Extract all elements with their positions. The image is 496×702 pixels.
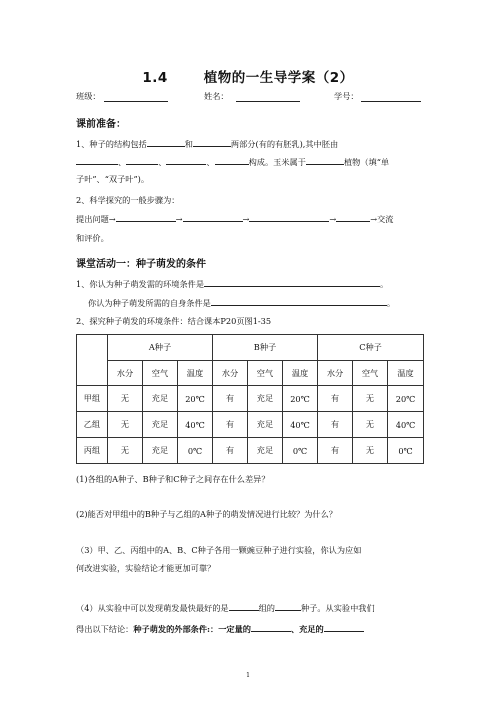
sep-3: 、 bbox=[206, 157, 215, 167]
table-cell: 有 bbox=[318, 438, 353, 464]
blank-embryo-3[interactable] bbox=[166, 155, 206, 165]
activity-q2-line: 2、探究种子萌发的环境条件：结合课本P20页图1-35 bbox=[76, 316, 272, 326]
pre-q1-text-a: 1、种子的结构包括 bbox=[76, 139, 147, 149]
blank-step-2[interactable] bbox=[183, 212, 243, 222]
subhead: 温度 bbox=[178, 361, 213, 386]
id-label: 学号： bbox=[334, 91, 359, 101]
subhead: 水分 bbox=[213, 361, 248, 386]
pre-q1-text-c: 两部分(有的有胚乳),其中胚由 bbox=[230, 139, 339, 149]
question-4-line2 bbox=[76, 621, 364, 637]
subhead: 空气 bbox=[248, 361, 283, 386]
table-cell: 无 bbox=[108, 412, 143, 438]
q4-text-c: 种子。从实验中我们 bbox=[300, 603, 375, 613]
subhead: 温度 bbox=[388, 361, 424, 386]
table-cell: 40℃ bbox=[388, 412, 424, 438]
experiment-table bbox=[76, 334, 424, 464]
pre-q2-line2 bbox=[76, 212, 394, 225]
table-cell: 无 bbox=[353, 386, 388, 412]
blank-seed-part-2[interactable] bbox=[193, 137, 231, 147]
blank-corn-type[interactable] bbox=[306, 155, 344, 165]
table-cell: 有 bbox=[318, 386, 353, 412]
question-4-line1 bbox=[76, 600, 375, 616]
pre-q1-text-b: 和 bbox=[184, 139, 193, 149]
question-3-line1: （3）甲、乙、丙组中的A、B、C种子各用一颗豌豆种子进行实验，你认为应如 bbox=[76, 545, 362, 555]
activity-q1-text-2: 你认为种子萌发所需的自身条件是 bbox=[88, 298, 211, 308]
table-cell: 无 bbox=[108, 438, 143, 464]
table-cell: 0℃ bbox=[178, 438, 213, 464]
student-info-row bbox=[76, 91, 421, 105]
arrow-3: → bbox=[329, 214, 337, 224]
activity-q1-line2 bbox=[88, 296, 395, 309]
table-cell: 充足 bbox=[248, 412, 283, 438]
activity-q1-text: 1、你认为种子萌发需的环境条件是 bbox=[76, 279, 205, 289]
table-cell: 40℃ bbox=[178, 412, 213, 438]
table-cell: 40℃ bbox=[283, 412, 318, 438]
blank-embryo-2[interactable] bbox=[126, 155, 158, 165]
name-label: 姓名： bbox=[204, 91, 229, 101]
blank-self-conditions[interactable] bbox=[211, 296, 387, 306]
pre-q2-text-start: 提出问题→ bbox=[76, 214, 116, 224]
table-cell: 充足 bbox=[248, 438, 283, 464]
title-number: 1.4 bbox=[142, 70, 168, 86]
table-cell: 充足 bbox=[143, 386, 178, 412]
blank-embryo-1[interactable] bbox=[76, 155, 118, 165]
table-corner-cell bbox=[77, 335, 108, 386]
blank-step-4[interactable] bbox=[336, 212, 370, 222]
q4-text-e: 种子萌发的外部条件:：一定量的 bbox=[133, 624, 251, 634]
subhead: 空气 bbox=[353, 361, 388, 386]
pre-q1-line3: 子叶”、“双子叶”)。 bbox=[76, 174, 150, 184]
blank-best-group[interactable] bbox=[229, 601, 259, 611]
table-cell: 20℃ bbox=[178, 386, 213, 412]
question-3-line2: 何改进实验，实验结论才能更加可靠？ bbox=[76, 563, 216, 573]
blank-best-seed[interactable] bbox=[275, 601, 301, 611]
pre-q2-text-end: →交流 bbox=[370, 214, 394, 224]
blank-condition-1[interactable] bbox=[251, 622, 291, 632]
table-row bbox=[77, 438, 424, 464]
arrow-1: → bbox=[175, 214, 183, 224]
q4-text-b: 组的 bbox=[258, 603, 275, 613]
subhead: 温度 bbox=[283, 361, 318, 386]
pre-class-heading: 课前准备： bbox=[76, 119, 126, 130]
table-row bbox=[77, 412, 424, 438]
table-cell: 20℃ bbox=[283, 386, 318, 412]
table-header-groups bbox=[77, 335, 424, 361]
table-row bbox=[77, 386, 424, 412]
pre-q2-line3: 和评价。 bbox=[76, 233, 109, 243]
group-header-a: A种子 bbox=[108, 335, 213, 361]
period-1: 。 bbox=[380, 279, 389, 289]
sep-2: 、 bbox=[158, 157, 167, 167]
blank-condition-2[interactable] bbox=[324, 622, 364, 632]
q4-text-f: 、充足的 bbox=[290, 624, 324, 634]
period-2: 。 bbox=[386, 298, 396, 308]
table-cell: 充足 bbox=[248, 386, 283, 412]
pre-q2-line1: 2、科学探究的一般步骤为： bbox=[76, 195, 180, 205]
table-cell: 无 bbox=[108, 386, 143, 412]
subhead: 水分 bbox=[108, 361, 143, 386]
q4-text-a: （4）从实验中可以发现萌发最快最好的是 bbox=[76, 603, 229, 613]
table-cell: 无 bbox=[353, 438, 388, 464]
blank-seed-part-1[interactable] bbox=[147, 137, 185, 147]
blank-step-3[interactable] bbox=[249, 212, 329, 222]
id-blank[interactable] bbox=[361, 91, 421, 102]
table-cell: 有 bbox=[213, 386, 248, 412]
group-header-b: B种子 bbox=[213, 335, 318, 361]
table-cell: 充足 bbox=[143, 438, 178, 464]
arrow-2: → bbox=[242, 214, 250, 224]
title-text: 植物的一生导学案（2） bbox=[203, 70, 354, 86]
table-cell: 0℃ bbox=[283, 438, 318, 464]
subhead: 空气 bbox=[143, 361, 178, 386]
name-blank[interactable] bbox=[236, 91, 300, 102]
activity-heading: 课堂活动一：种子萌发的条件 bbox=[76, 259, 206, 270]
pre-q1-line1 bbox=[76, 137, 338, 150]
table-cell: 有 bbox=[213, 412, 248, 438]
activity-q1-line1 bbox=[76, 277, 388, 290]
table-cell: 有 bbox=[318, 412, 353, 438]
page-number: 1 bbox=[246, 672, 250, 679]
question-1: (1)各组的A种子、B种子和C种子之间存在什么差异？ bbox=[76, 474, 270, 484]
subhead: 水分 bbox=[318, 361, 353, 386]
table-cell: 充足 bbox=[143, 412, 178, 438]
blank-env-conditions[interactable] bbox=[204, 277, 380, 287]
row-label: 甲组 bbox=[77, 386, 108, 412]
pre-q1-line2 bbox=[76, 155, 389, 168]
table-cell: 20℃ bbox=[388, 386, 424, 412]
table-cell: 无 bbox=[353, 412, 388, 438]
table-cell: 有 bbox=[213, 438, 248, 464]
pre-q1-text-d: 构成。玉米属于 bbox=[248, 157, 306, 167]
row-label: 丙组 bbox=[77, 438, 108, 464]
sep-1: 、 bbox=[118, 157, 127, 167]
blank-embryo-4[interactable] bbox=[215, 155, 249, 165]
page-title bbox=[0, 66, 496, 86]
pre-q1-text-e: 植物（填“单 bbox=[343, 157, 390, 167]
class-blank[interactable] bbox=[104, 91, 168, 102]
table-cell: 0℃ bbox=[388, 438, 424, 464]
row-label: 乙组 bbox=[77, 412, 108, 438]
class-label: 班级： bbox=[76, 91, 101, 101]
blank-step-1[interactable] bbox=[116, 212, 176, 222]
question-2: (2)能否对甲组中的B种子与乙组的A种子的萌发情况进行比较？为什么？ bbox=[76, 509, 337, 519]
q4-text-d: 得出以下结论： bbox=[76, 624, 134, 634]
table-header-subheads bbox=[77, 361, 424, 386]
group-header-c: C种子 bbox=[318, 335, 424, 361]
